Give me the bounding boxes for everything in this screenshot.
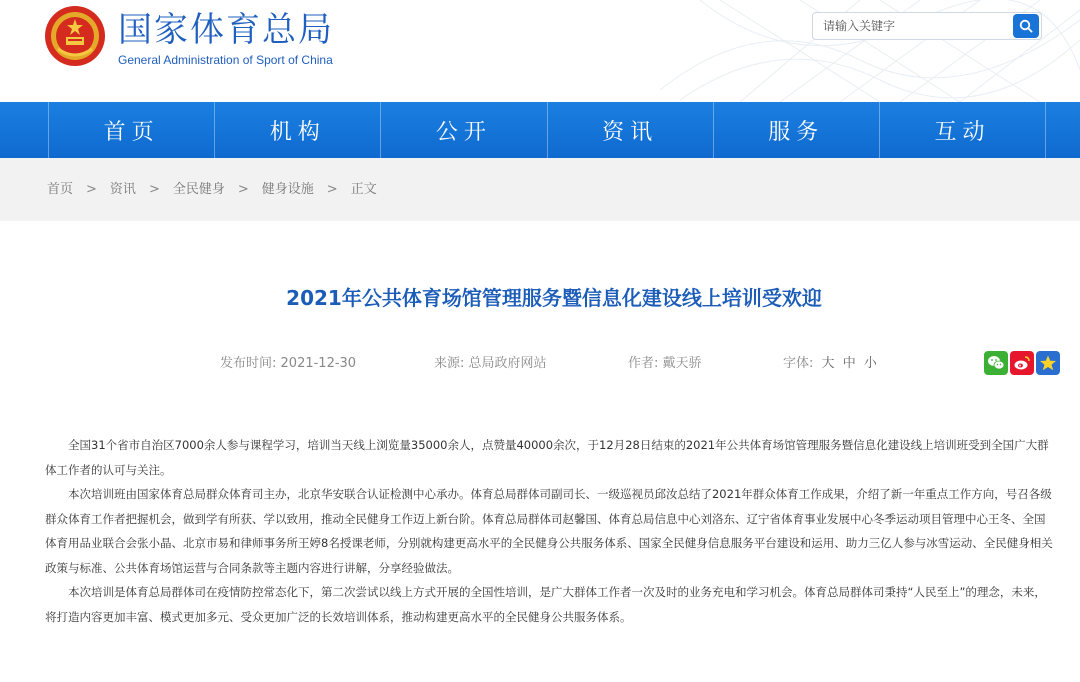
search-box [812, 12, 1042, 40]
author-label: 作者: [628, 356, 659, 371]
wechat-icon [987, 355, 1005, 371]
site-header [0, 0, 1080, 102]
font-size-medium[interactable]: 中 [842, 356, 856, 371]
article-paragraph: 本次培训班由国家体育总局群众体育司主办，北京华安联合认证检测中心承办。体育总局群体司副司长、一级巡视员邱汝总结了2021年群众体育工作成果，介绍了新一年重点工作方向，号召各级群众体育工作者把握机会，做到学有所获、学以致用，推动全民健身工作迈上新台阶。体育总局群体司赵馨国、体育总局信息中心刘洛东、辽宁省体育事业发展中心冬季运动项目管理中心王冬、全国体育用品业联合会张小晶、北京市易和律师事务所王婷8名授课老师，分别就构建更高水平的全民健身公共服务体系、国家全民健身信息服务平台建设和运用、助力三亿人参与冰雪运动、全民健身相关政策与标准、公共体育场馆运营与合同条款等主题内容进行讲解，分享经验做法。 [45, 487, 1053, 575]
nav-item-news[interactable]: 资讯 [547, 102, 713, 158]
publish-date-value: 2021-12-30 [280, 356, 357, 371]
article-paragraph: 本次培训是体育总局群体司在疫情防控常态化下，第二次尝试以线上方式开展的全国性培训，是广大群体工作者一次及时的业务充电和学习机会。体育总局群体司秉持“人民至上”的理念，未来，将打造内容更加丰富、模式更加多元、受众更加广泛的长效培训体系，推动构建更高水平的全民健身公共服务体系。 [45, 585, 1046, 624]
article-source [434, 356, 547, 372]
source-value: 总局政府网站 [468, 356, 547, 371]
article-paragraph: 全国31个省市自治区7000余人参与课程学习，培训当天线上浏览量35000余人，点赞量40000余次，于12月28日结束的2021年公共体育场馆管理服务暨信息化建设线上培训班受到全国广大群体工作者的认可与关注。 [45, 438, 1049, 477]
font-size-label: 字体: [783, 356, 814, 371]
publish-date-label: 发布时间: [220, 356, 277, 371]
breadcrumb-separator: > [148, 182, 160, 197]
share-qzone-button[interactable] [1036, 351, 1060, 375]
main-nav [0, 102, 1080, 158]
share-wechat-button[interactable] [984, 351, 1008, 375]
breadcrumb-separator: > [237, 182, 249, 197]
site-title[interactable]: 国家体育总局 [118, 10, 334, 50]
search-button[interactable] [1013, 14, 1039, 38]
font-size-small[interactable]: 小 [863, 356, 877, 371]
weibo-icon [1013, 355, 1031, 371]
article-body [45, 433, 1055, 629]
breadcrumb-news[interactable]: 资讯 [109, 182, 136, 197]
breadcrumb-facilities[interactable]: 健身设施 [261, 182, 314, 197]
breadcrumb-separator: > [86, 182, 97, 197]
search-input[interactable] [813, 13, 1011, 39]
search-icon [1019, 19, 1033, 33]
breadcrumb-current: 正文 [350, 182, 377, 197]
breadcrumb-home[interactable]: 首页 [47, 182, 74, 197]
article-author [628, 356, 702, 372]
site-subtitle: General Administration of Sport of China [118, 53, 333, 67]
qzone-icon [1039, 354, 1057, 372]
source-label: 来源: [434, 356, 465, 371]
share-weibo-button[interactable] [1010, 351, 1034, 375]
breadcrumb-bar [0, 158, 1080, 221]
nav-item-organization[interactable]: 机构 [214, 102, 380, 158]
breadcrumb [47, 182, 1080, 198]
breadcrumb-separator: > [326, 182, 338, 197]
font-size-control [783, 356, 877, 372]
national-emblem-icon[interactable] [44, 5, 106, 67]
breadcrumb-fitness[interactable]: 全民健身 [172, 182, 225, 197]
nav-item-public[interactable]: 公开 [380, 102, 546, 158]
nav-item-services[interactable]: 服务 [713, 102, 879, 158]
author-value: 戴天骄 [662, 356, 702, 371]
nav-item-home[interactable]: 首页 [48, 102, 214, 158]
font-size-large[interactable]: 大 [821, 356, 835, 371]
nav-item-interaction[interactable]: 互动 [879, 102, 1046, 158]
article-title: 2021年公共体育场馆管理服务暨信息化建设线上培训受欢迎 [286, 286, 822, 310]
publish-date [220, 356, 356, 372]
